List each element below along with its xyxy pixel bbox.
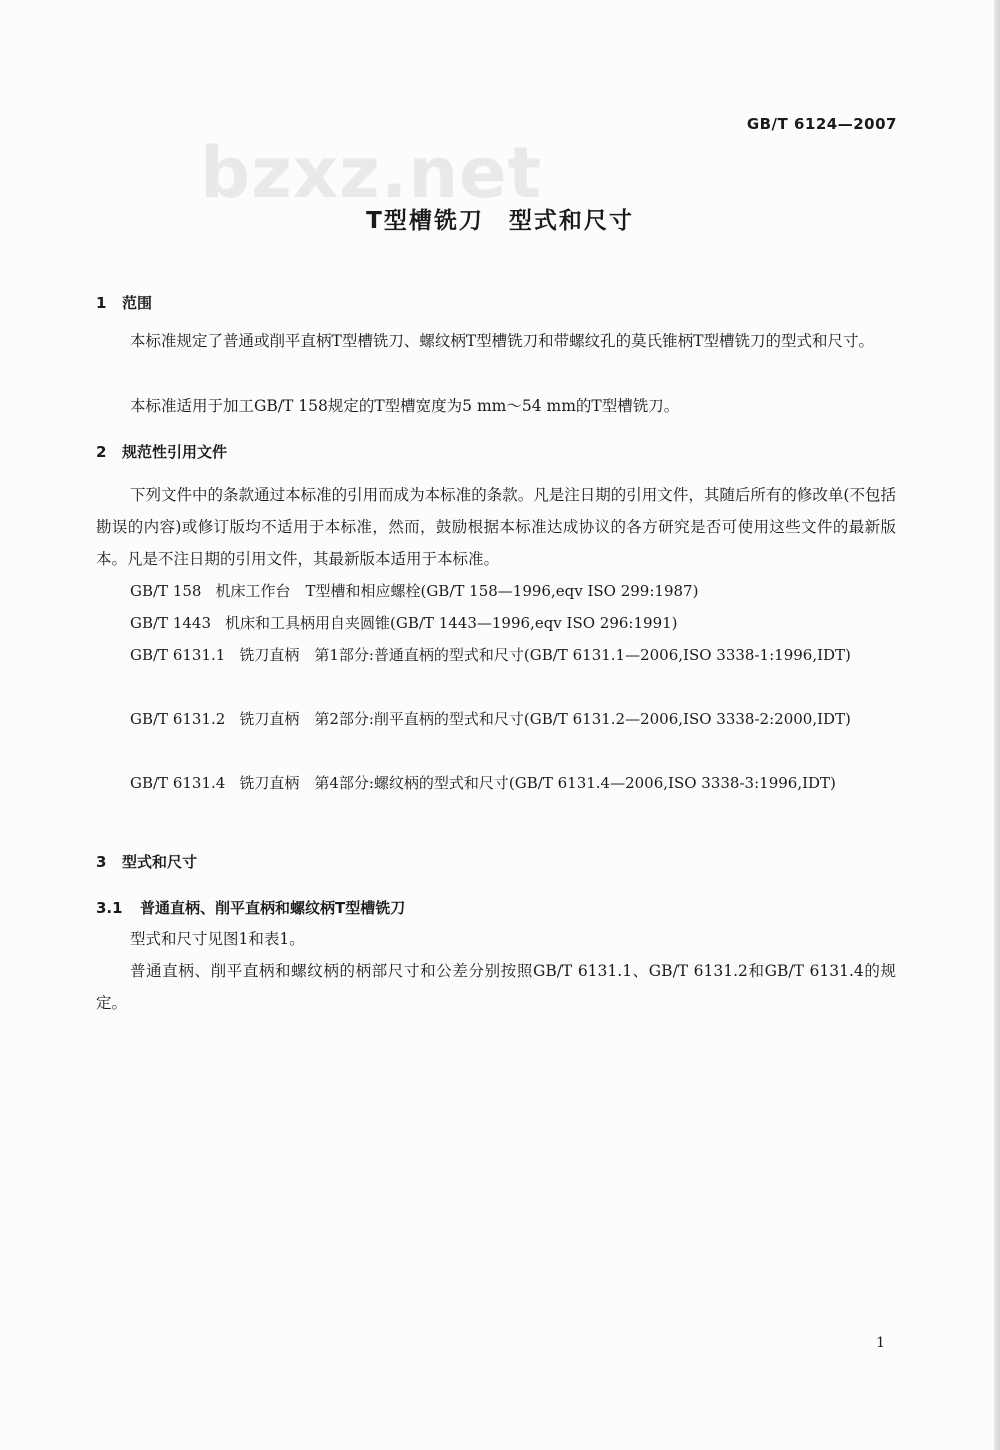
reference-code: GB/T 6131.1	[130, 646, 226, 664]
section-title: 规范性引用文件	[122, 443, 228, 461]
scope-paragraph-2: 本标准适用于加工GB/T 158规定的T型槽宽度为5 mm～54 mm的T型槽铣刀。	[130, 397, 680, 415]
section-number: 3	[96, 853, 107, 871]
reference-text: 铣刀直柄 第4部分:螺纹柄的型式和尺寸(GB/T 6131.4—2006,ISO 3338-3:1996,IDT)	[239, 774, 836, 792]
reference-code: GB/T 6131.4	[130, 774, 226, 792]
reference-text: 铣刀直柄 第1部分:普通直柄的型式和尺寸(GB/T 6131.1—2006,ISO 3338-1:1996,IDT)	[239, 646, 851, 664]
section-heading-scope	[96, 292, 152, 313]
section-title: 型式和尺寸	[122, 853, 198, 871]
subsection-title: 普通直柄、削平直柄和螺纹柄T型槽铣刀	[140, 899, 406, 917]
reference-text: 铣刀直柄 第2部分:削平直柄的型式和尺寸(GB/T 6131.2—2006,ISO 3338-2:2000,IDT)	[239, 710, 851, 728]
section-title: 范围	[122, 294, 153, 312]
reference-text: 机床和工具柄用自夹圆锥(GB/T 1443—1996,eqv ISO 296:1991)	[225, 614, 678, 632]
reference-code: GB/T 158	[130, 582, 202, 600]
subsection-number: 3.1	[96, 899, 123, 917]
page-number: 1	[876, 1335, 885, 1351]
section-number: 1	[96, 294, 107, 312]
types-paragraph-1: 型式和尺寸见图1和表1。	[130, 930, 305, 948]
reference-item	[96, 575, 896, 607]
reference-text: 机床工作台 T型槽和相应螺栓(GB/T 158—1996,eqv ISO 299:1987)	[215, 582, 699, 600]
section-number: 2	[96, 443, 107, 461]
reference-item	[96, 767, 896, 799]
references-intro: 下列文件中的条款通过本标准的引用而成为本标准的条款。凡是注日期的引用文件，其随后所有的修改单(不包括勘误的内容)或修订版均不适用于本标准，然而，鼓励根据本标准达成协议的各方研究是否可使用这些文件的最新版本。凡是不注日期的引用文件，其最新版本适用于本标准。	[96, 486, 896, 568]
document-title: T型槽铣刀 型式和尺寸	[366, 208, 634, 234]
section-heading-types	[96, 851, 197, 872]
types-paragraph-2: 普通直柄、削平直柄和螺纹柄的柄部尺寸和公差分别按照GB/T 6131.1、GB/T 6131.2和GB/T 6131.4的规定。	[96, 962, 896, 1012]
scope-paragraph-1: 本标准规定了普通或削平直柄T型槽铣刀、螺纹柄T型槽铣刀和带螺纹孔的莫氏锥柄T型槽铣刀的型式和尺寸。	[130, 332, 875, 350]
reference-code: GB/T 1443	[130, 614, 212, 632]
watermark: bzxz.net	[200, 132, 543, 214]
reference-code: GB/T 6131.2	[130, 710, 226, 728]
section-heading-references	[96, 441, 227, 462]
standard-number: GB/T 6124—2007	[746, 115, 897, 133]
reference-item	[96, 703, 896, 735]
reference-item	[96, 639, 896, 671]
subsection-heading	[96, 897, 405, 918]
reference-item	[96, 607, 896, 639]
